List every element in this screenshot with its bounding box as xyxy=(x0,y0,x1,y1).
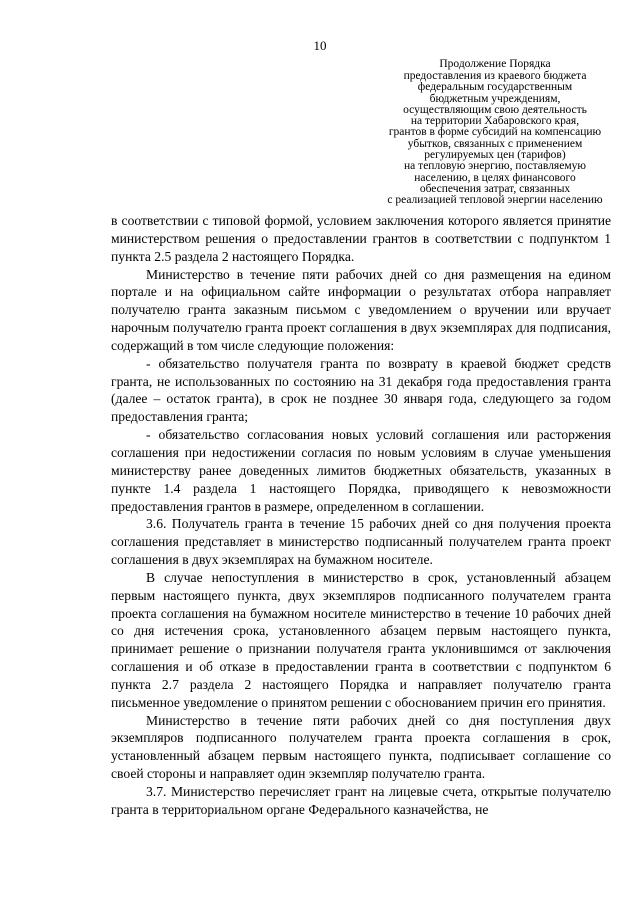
header-line: на территории Хабаровского края, xyxy=(410,115,580,128)
body-paragraph: в соответствии с типовой формой, условием заключения которого является принятие министерством решения о предоставлении грантов в соответствии с подпунктом 1 пункта 2.5 раздела 2 настоящего Порядка. xyxy=(111,213,611,264)
header-line: бюджетным учреждениям, xyxy=(429,92,561,105)
body-paragraph: - обязательство получателя гранта по возврату в краевой бюджет средств гранта, не использованных по состоянию на 31 декабря года предоставления гранта (далее – остаток гранта), в срок не позднее 30 января года, следующего за годом предоставления гранта; xyxy=(111,355,611,425)
body-paragraph: Министерство в течение пяти рабочих дней со дня размещения на едином портале и на официальном сайте информации о результатах отбора направляет получателю гранта заказным письмом с уведомлением о вручении или вручает нарочным получателю гранта проект соглашения в двух экземплярах для подписания, содержащий в том числе следующие положения: xyxy=(111,266,611,353)
header-line: на тепловую энергию, поставляемую xyxy=(404,160,586,173)
header-line: грантов в форме субсидий на компенсацию xyxy=(388,126,602,139)
header-line: обеспечения затрат, связанных xyxy=(419,182,571,195)
page-number: 10 xyxy=(313,38,327,53)
body-paragraph: В случае непоступления в министерство в срок, установленный абзацем первым настоящего пункта, двух экземпляров подписанного получателем гранта проекта соглашения на бумажном носителе министерство в течение 10 рабочих дней со дня истечения срока, установленного абзацем первым настоящего пункта, принимает решение о признании получателя гранта уклонившимся от заключения соглашения и об отказе в предоставлении гранта в соответствии с подпунктом 6 пункта 2.7 раздела 2 настоящего Порядка и направляет получателю гранта письменное уведомление о принятом решении с обоснованием причин его принятия. xyxy=(111,569,611,710)
body-paragraph: - обязательство согласования новых условий соглашения или расторжения соглашения при недостижении согласия по новым условиям в случае уменьшения министерству ранее доведенных лимитов бюджетных обязательств, указанных в пункте 1.4 раздела 1 настоящего Порядка, приводящего к невозможности предоставления грантов в размере, определенном в соглашении. xyxy=(111,427,611,514)
header-line: населению, в целях финансового xyxy=(414,171,576,184)
header-line: убытков, связанных с применением xyxy=(407,137,583,150)
header-line: федеральным государственным xyxy=(417,81,573,94)
appendix-header xyxy=(364,58,626,207)
document-body xyxy=(111,212,611,819)
header-line: с реализацией тепловой энергии населению xyxy=(387,194,603,207)
header-line: регулируемых цен (тарифов) xyxy=(424,149,566,162)
header-line: предоставления из краевого бюджета xyxy=(403,70,587,82)
body-paragraph: 3.7. Министерство перечисляет грант на лицевые счета, открытые получателю гранта в территориальном органе Федерального казначейства, не xyxy=(111,784,611,817)
body-paragraph: Министерство в течение пяти рабочих дней со дня поступления двух экземпляров подписанного получателем гранта проекта соглашения в срок, установленный абзацем первым настоящего пункта, подписывает соглашение со своей стороны и направляет один экземпляр получателю гранта. xyxy=(111,712,611,782)
header-line: осуществляющим свою деятельность xyxy=(403,103,587,116)
header-continuation: Продолжение Порядка xyxy=(439,58,551,70)
body-paragraph: 3.6. Получатель гранта в течение 15 рабочих дней со дня получения проекта соглашения представляет в министерство подписанный получателем гранта проект соглашения в двух экземплярах на бумажном носителе. xyxy=(111,516,611,568)
